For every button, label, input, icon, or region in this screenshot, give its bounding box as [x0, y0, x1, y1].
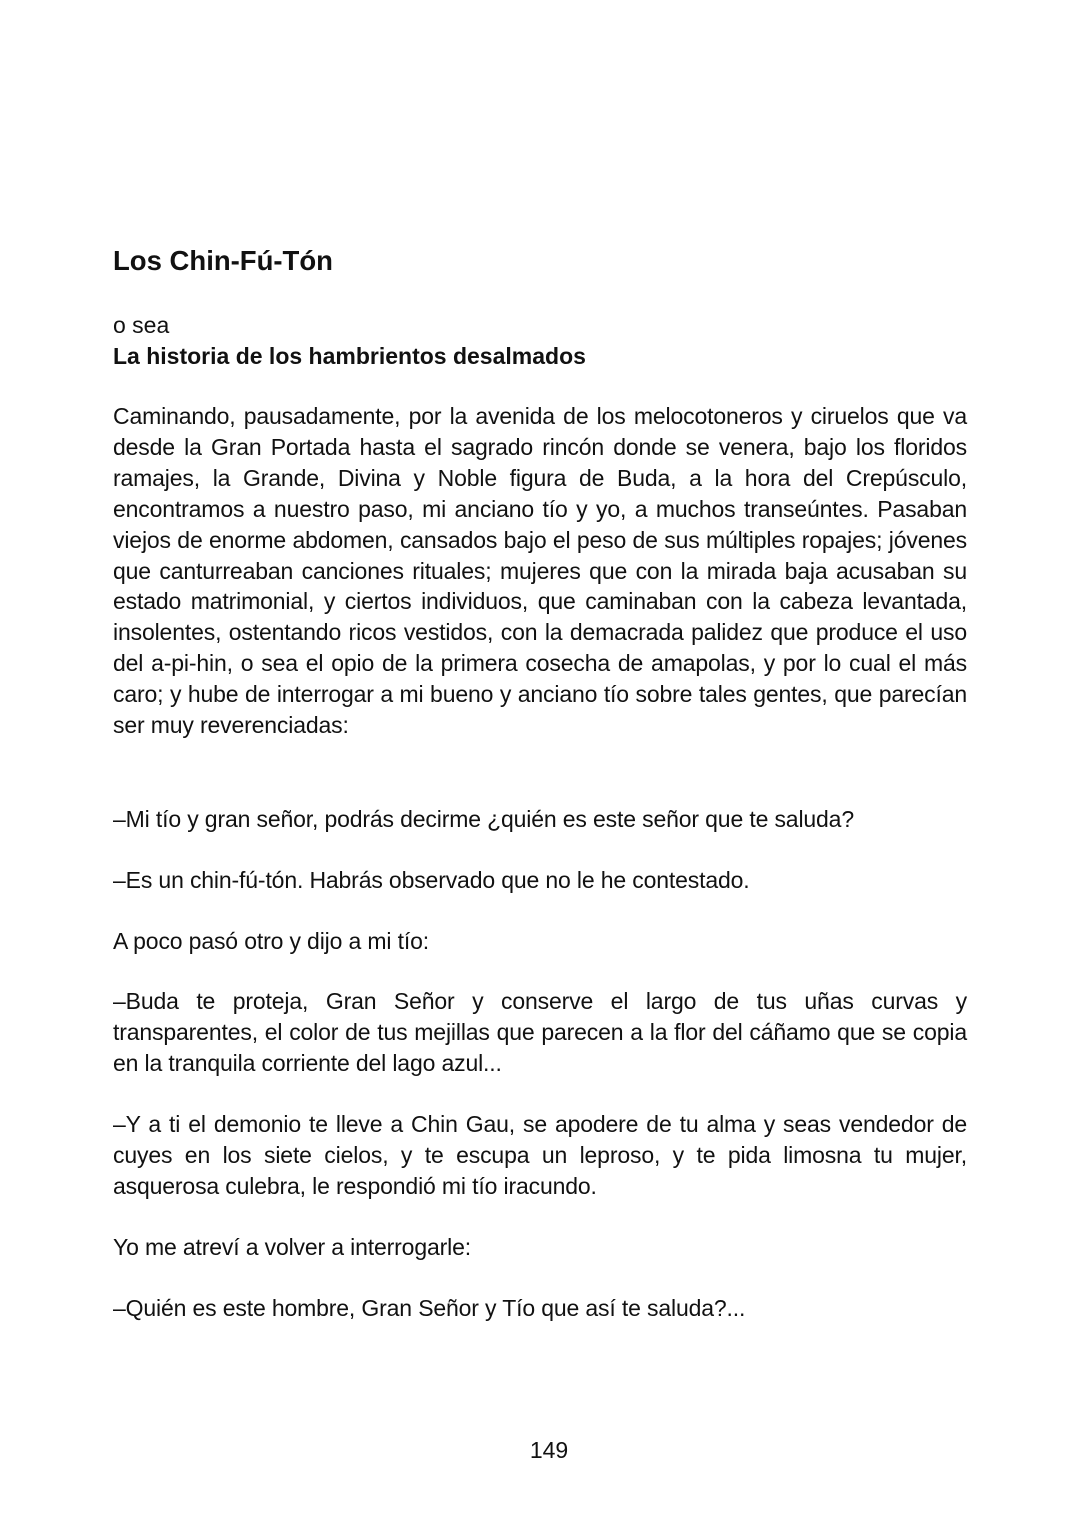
page-number: 149 [529, 1437, 569, 1463]
dialogue-line: –Mi tío y gran señor, podrás decirme ¿quién es este señor que te saluda? [113, 806, 854, 832]
subtitle-prefix: o sea [113, 312, 170, 338]
dialogue-line: –Buda te proteja, Gran Señor y conserve el largo de tus uñas curvas y transparentes, el color de tus mejillas que parecen a la flor del cáñamo que se copia en la tranquila corriente del lago azul... [113, 988, 967, 1076]
paragraph-opening: Caminando, pausadamente, por la avenida de los melocotoneros y ciruelos que va desde la Gran Portada hasta el sagrado rincón donde se venera, bajo los floridos ramajes, la Grande, Divina y Noble figura de Buda, a la hora del Crepúsculo, encontramos a nuestro paso, mi anciano tío y yo, a muchos transeúntes. Pasaban viejos de enorme abdomen, cansados bajo el peso de sus múltiples ropajes; jóvenes que canturreaban canciones rituales; mujeres que con la mirada baja acusaban su estado matrimonial, y ciertos individuos, que caminaban con la cabeza levantada, insolentes, ostentando ricos vestidos, con la demacrada palidez que produce el uso del a-pi-hin, o sea el opio de la primera cosecha de amapolas, y por lo cual el más caro; y hube de interrogar a mi bueno y anciano tío sobre tales gentes, que parecían ser muy reverenciadas: [113, 403, 967, 739]
paragraph-block-1 [113, 401, 967, 741]
paragraph-block-2 [113, 804, 967, 835]
paragraph-block-8 [113, 1293, 967, 1324]
paragraph-block-5 [113, 986, 967, 1079]
dialogue-line: –Es un chin-fú-tón. Habrás observado que no le he contestado. [113, 867, 750, 893]
paragraph-block-3 [113, 865, 967, 896]
dialogue-line: –Quién es este hombre, Gran Señor y Tío que así te saluda?... [113, 1295, 746, 1321]
paragraph-block-4 [113, 926, 967, 957]
chapter-title: Los Chin-Fú-Tón [113, 245, 333, 276]
paragraph-block-7 [113, 1232, 967, 1263]
chapter-subtitle: La historia de los hambrientos desalmados [113, 343, 586, 369]
narration-line: Yo me atreví a volver a interrogarle: [113, 1234, 471, 1260]
narration-line: A poco pasó otro y dijo a mi tío: [113, 928, 429, 954]
dialogue-line: –Y a ti el demonio te lleve a Chin Gau, se apodere de tu alma y seas vendedor de cuyes en los siete cielos, y te escupa un leproso, y te pida limosna tu mujer, asquerosa culebra, le respondió mi tío iracundo. [113, 1111, 967, 1199]
paragraph-block-6 [113, 1109, 967, 1202]
